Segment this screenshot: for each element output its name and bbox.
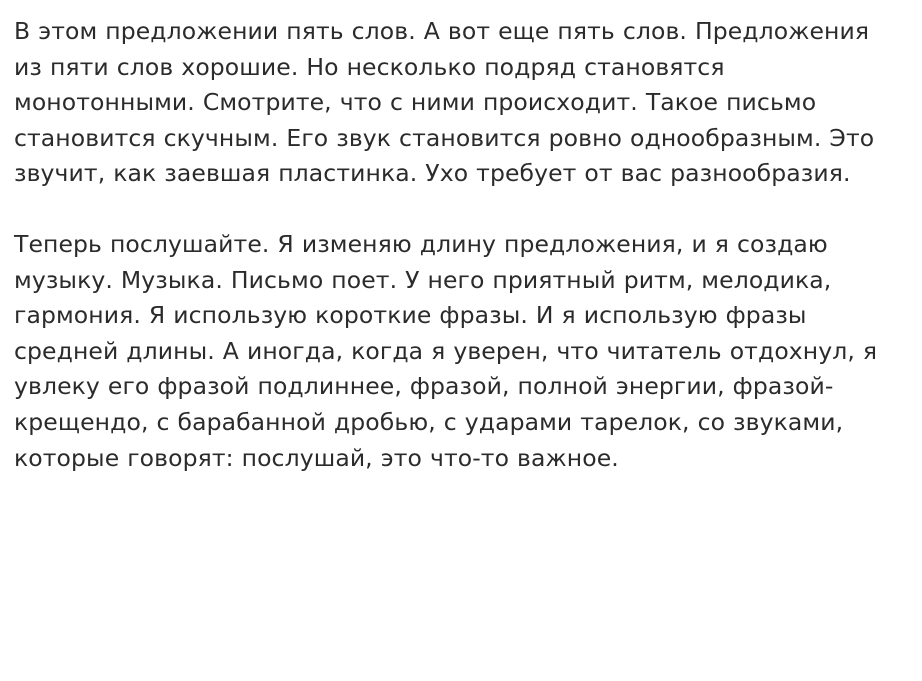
- document-paragraph-2: Теперь послушайте. Я изменяю длину предложения, и я создаю музыку. Музыка. Письмо поет. У него приятный ритм, мелодика, гармония. Я использую короткие фразы. И я использую фразы средней длины. А иногда, когда я уверен, что читатель отдохнул, я увлеку его фразой подлиннее, фразой, полной энергии, фразой-крещендо, с барабанной дробью, с ударами тарелок, со звуками, которые говорят: послушай, это что-то важное.: [14, 229, 886, 472]
- document-paragraph-1: В этом предложении пять слов. А вот еще пять слов. Предложения из пяти слов хорошие. Но несколько подряд становятся монотонными. Смотрите, что с ними происходит. Такое письмо становится скучным. Его звук становится ровно однообразным. Это звучит, как заевшая пластинка. Ухо требует от вас разнообразия.: [14, 17, 883, 188]
